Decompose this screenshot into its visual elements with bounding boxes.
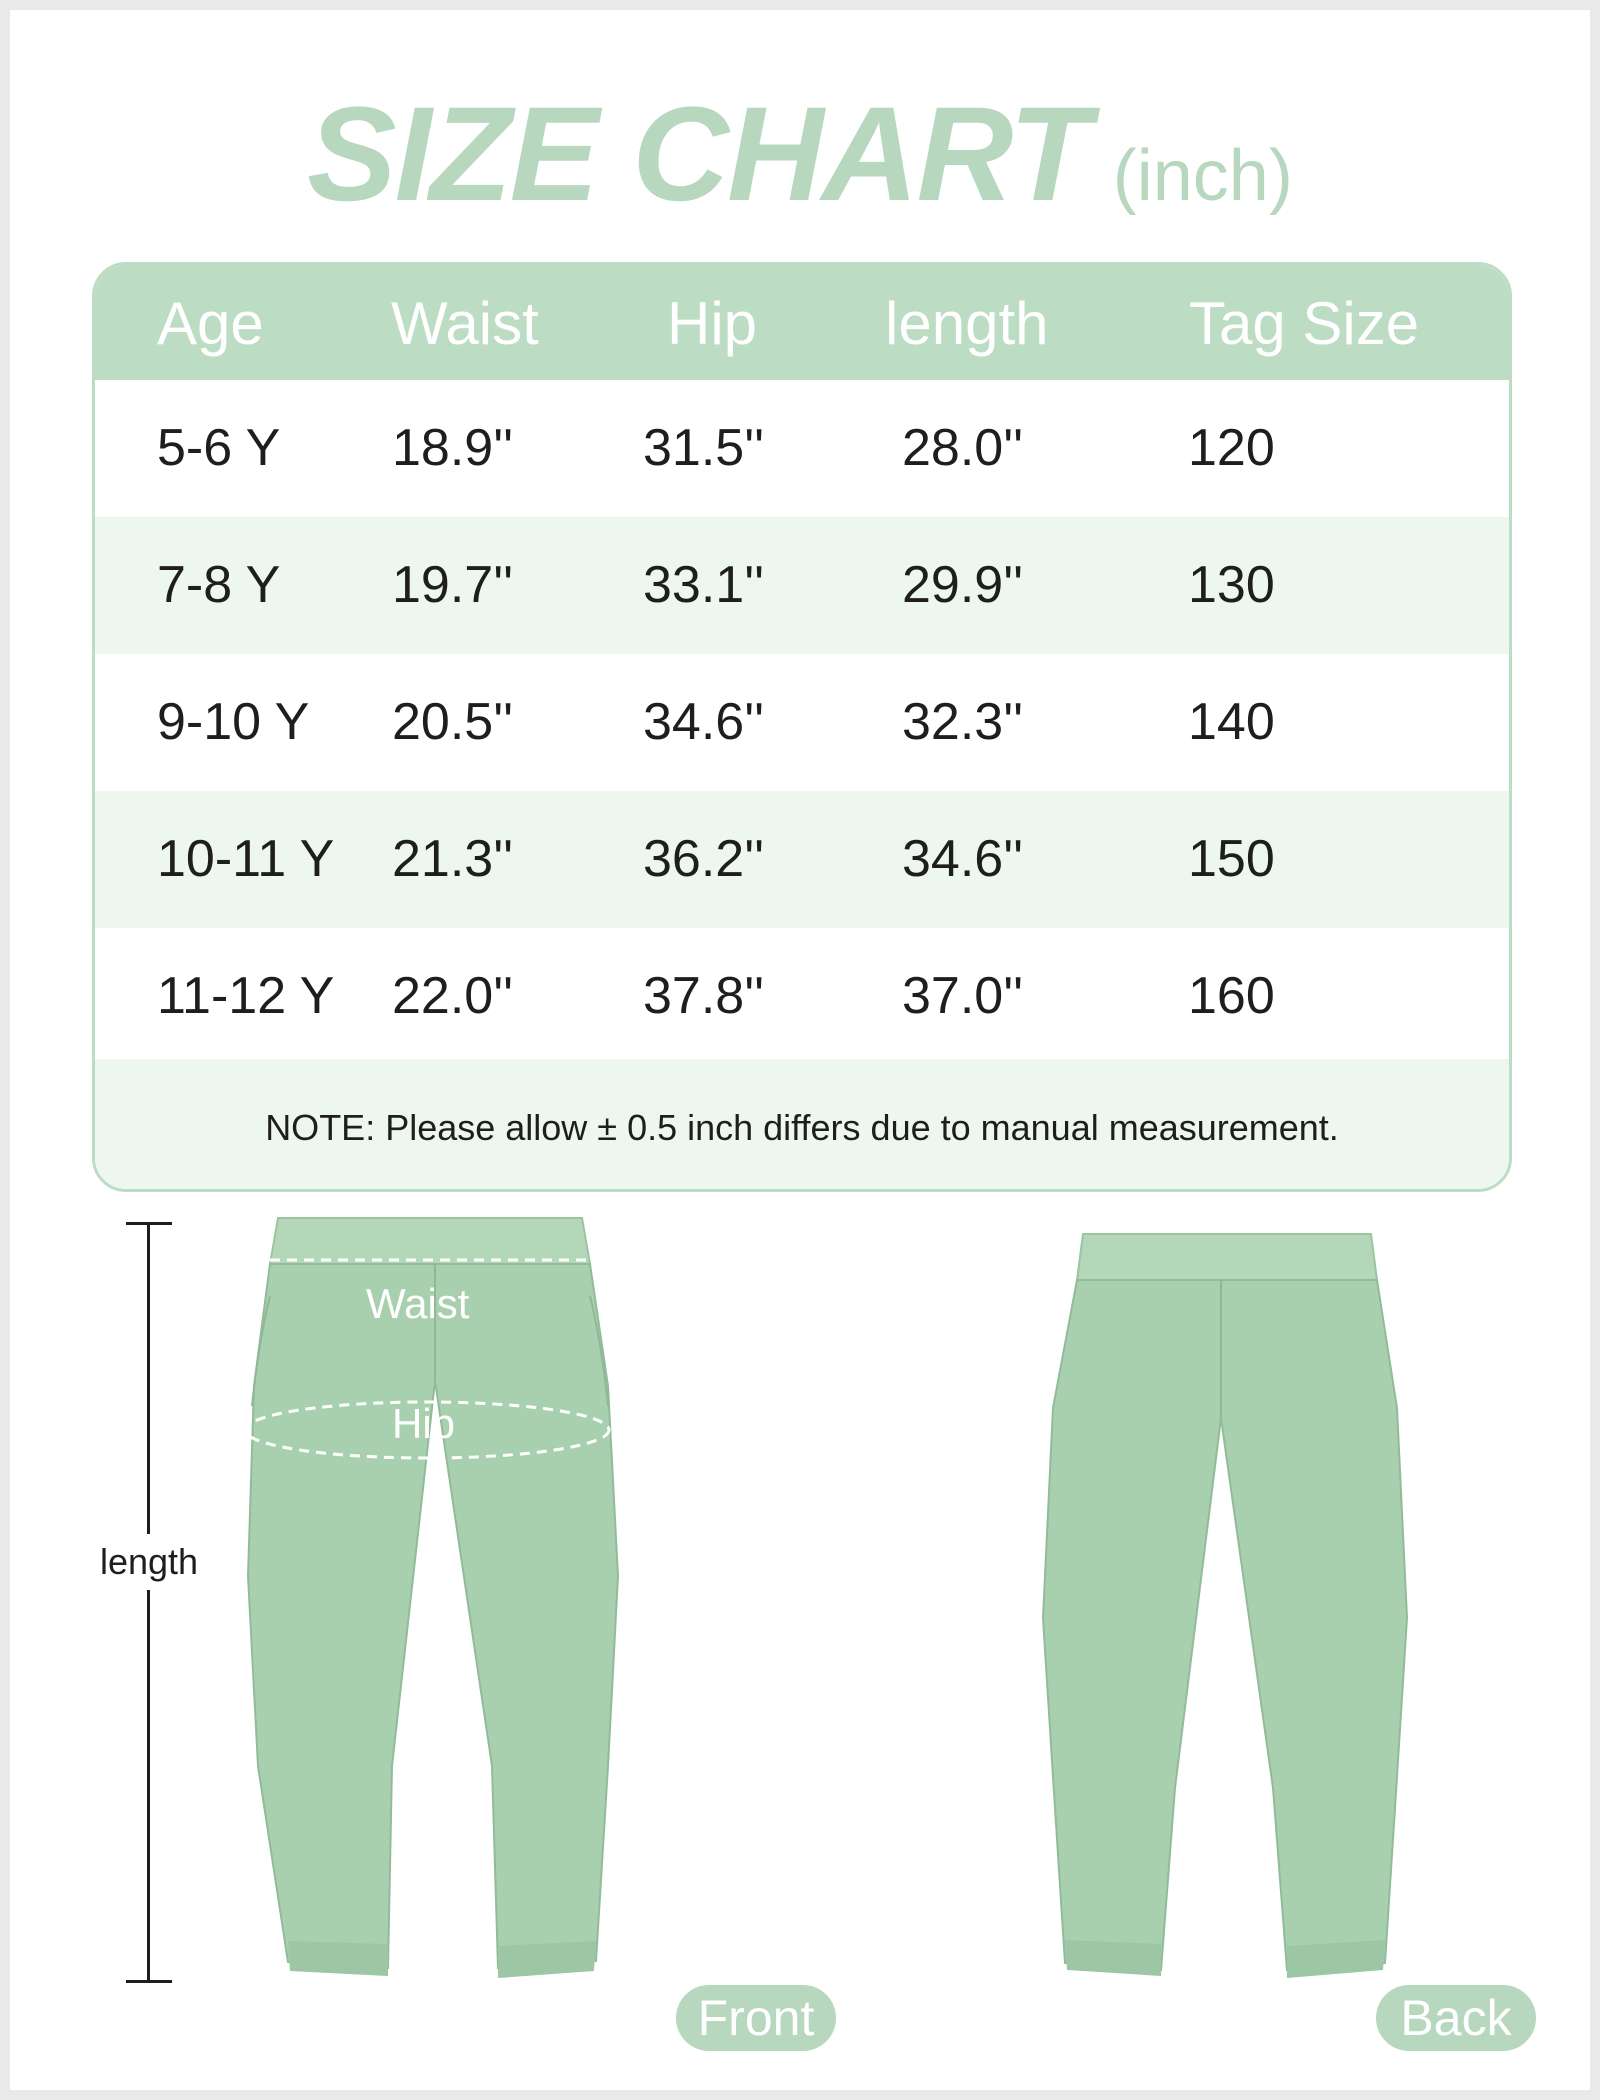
cell-length: 37.0'' <box>902 967 1024 1025</box>
table-row <box>95 791 1509 928</box>
cell-tag-size: 130 <box>1188 556 1275 614</box>
cell-hip: 37.8'' <box>643 967 765 1025</box>
title-main: SIZE CHART <box>307 80 1089 229</box>
cell-length: 34.6'' <box>902 830 1024 888</box>
cell-age: 11-12 Y <box>157 967 335 1025</box>
back-right-cuff <box>1287 1940 1385 1978</box>
front-left-cuff <box>288 1941 388 1976</box>
length-label: length <box>94 1534 204 1590</box>
header-waist: Waist <box>391 290 539 357</box>
front-body <box>248 1264 618 1968</box>
cell-age: 9-10 Y <box>157 693 310 751</box>
size-chart-title <box>0 78 1600 231</box>
cell-hip: 36.2'' <box>643 830 765 888</box>
cell-waist: 20.5'' <box>392 693 514 751</box>
cell-tag-size: 160 <box>1188 967 1275 1025</box>
note-row <box>95 1059 1509 1189</box>
cell-waist: 18.9'' <box>392 419 514 477</box>
table-row <box>95 517 1509 654</box>
cell-tag-size: 140 <box>1188 693 1275 751</box>
table-row <box>95 654 1509 791</box>
title-unit: (inch) <box>1112 136 1293 216</box>
front-label: Front <box>676 1985 836 2051</box>
cell-hip: 33.1'' <box>643 556 765 614</box>
header-age: Age <box>157 290 264 357</box>
pants-back-image <box>1025 1228 1430 1998</box>
header-tag-size: Tag Size <box>1189 290 1420 357</box>
cell-length: 32.3'' <box>902 693 1024 751</box>
cell-hip: 34.6'' <box>643 693 765 751</box>
back-left-cuff <box>1065 1940 1161 1976</box>
back-label: Back <box>1376 1985 1536 2051</box>
header-hip: Hip <box>667 290 758 357</box>
header-length: length <box>885 290 1049 357</box>
front-waistband <box>270 1218 590 1264</box>
cell-age: 5-6 Y <box>157 419 281 477</box>
front-right-cuff <box>498 1941 596 1978</box>
table-header-row <box>95 265 1509 380</box>
waist-label: Waist <box>366 1280 470 1327</box>
back-body <box>1043 1280 1407 1970</box>
length-measure-line <box>147 1222 150 1982</box>
cell-hip: 31.5'' <box>643 419 765 477</box>
cell-length: 29.9'' <box>902 556 1024 614</box>
length-measure-top-cap <box>126 1222 172 1225</box>
cell-waist: 21.3'' <box>392 830 514 888</box>
table-row <box>95 380 1509 517</box>
size-table <box>92 262 1512 1192</box>
cell-tag-size: 150 <box>1188 830 1275 888</box>
cell-age: 7-8 Y <box>157 556 281 614</box>
table-row <box>95 928 1509 1065</box>
cell-waist: 19.7'' <box>392 556 514 614</box>
cell-waist: 22.0'' <box>392 967 514 1025</box>
back-waistband <box>1077 1234 1377 1280</box>
cell-length: 28.0'' <box>902 419 1024 477</box>
hip-label: Hip <box>392 1400 456 1447</box>
cell-age: 10-11 Y <box>157 830 335 888</box>
measurement-note: NOTE: Please allow ± 0.5 inch differs due to manual measurement. <box>265 1107 1339 1148</box>
length-measure-bottom-cap <box>126 1980 172 1983</box>
cell-tag-size: 120 <box>1188 419 1275 477</box>
